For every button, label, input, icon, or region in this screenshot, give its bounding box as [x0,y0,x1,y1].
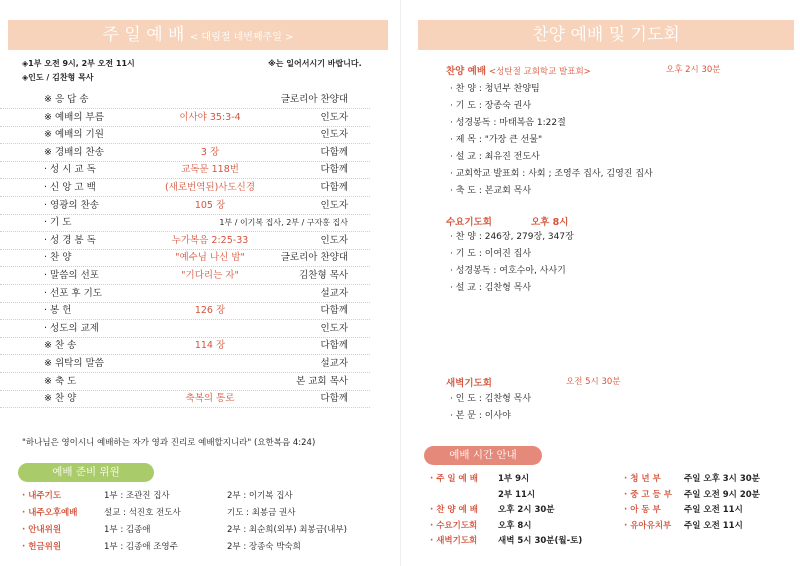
order-item-name: ※ 찬 송 [44,340,77,352]
order-row [0,390,370,408]
order-item-name: · 성 시 교 독 [44,164,96,176]
schedule-time: 오후 8시 [498,520,532,531]
order-item-leader: 설교자 [320,287,348,299]
order-row [0,320,370,338]
order-item-detail: 교독문 118번 [181,164,239,176]
committee-row [22,540,392,556]
order-row [0,249,370,267]
committee-first: 1부 : 김종애 [104,525,151,535]
order-item-name: · 기 도 [44,217,72,229]
stand-note: ※는 일어서시기 바랍니다. [268,59,362,68]
schedule-row [624,488,794,503]
verse-quote: "하나님은 영이시니 예배하는 자가 영과 진리로 예배할지니라" (요한복음 4:24) [22,438,316,448]
praise-time: 오후 2시 30분 [666,65,721,75]
dawn-time: 오전 5시 30분 [566,377,621,387]
praise-item: · 제 목 : "가장 큰 선물" [450,135,543,145]
order-item-name: ※ 찬 양 [44,393,77,405]
order-row [0,373,370,391]
order-item-detail: 114 장 [194,340,226,352]
schedule-name: · 주 일 예 배 [430,474,478,484]
service-time-info: ◈1부 오전 9시, 2부 오전 11시 [22,59,135,68]
order-item-name: ※ 경배의 찬송 [44,146,104,158]
order-item-leader: 인도자 [320,234,348,246]
order-row [0,285,370,303]
schedule-row [430,519,620,534]
order-row [0,126,370,144]
schedule-name: · 찬 양 예 배 [430,505,478,515]
order-of-worship [0,91,400,411]
schedule-time: 주일 오전 9시 20분 [684,489,760,500]
committee-second: 기도 : 최봉금 권사 [227,508,296,518]
order-item-detail: "예수님 나신 밤" [175,252,245,264]
praise-item: · 설 교 : 최유진 전도사 [450,152,540,162]
order-item-leader: 김찬형 목사 [299,270,348,281]
praise-item: · 교회학교 발표회 : 사회 ; 조영주 집사, 김영진 집사 [450,169,653,179]
committee-row [22,489,392,505]
order-item-leader: 다함께 [320,164,348,176]
order-item-name: · 성 경 봉 독 [44,234,96,246]
order-row [0,267,370,285]
schedule-time: 2부 11시 [498,489,536,500]
committee-title: 예배 준비 위원 [18,463,154,482]
schedule-name: · 청 년 부 [624,474,661,484]
committee-first: 1부 : 김종애 조영주 [104,542,178,552]
schedule-name: · 중 고 등 부 [624,489,672,500]
order-row [0,179,370,197]
committee-second: 2부 : 장종숙 박숙희 [227,542,301,552]
praise-item: · 기 도 : 장종숙 권사 [450,101,532,111]
committee-role: · 내주오후예배 [22,508,78,518]
wed-items [450,229,780,297]
wed-service-header [446,214,776,228]
committee-first: 설교 : 석진호 전도사 [104,508,181,518]
order-item-detail: 이사야 35:3-4 [179,111,241,123]
order-item-detail: 축복의 통로 [185,393,235,405]
wed-item: · 기 도 : 이여진 집사 [450,249,532,259]
schedule-row [430,503,620,518]
wed-time: 오후 8시 [531,217,569,228]
order-item-leader: 다함께 [320,393,348,405]
committee-row [22,506,392,522]
order-row [0,197,370,215]
order-item-leader: 다함께 [320,182,348,193]
order-item-detail: 105 장 [194,199,226,211]
schedule-row [430,534,620,549]
praise-item: · 축 도 : 본교회 목사 [450,186,532,196]
committee-role: · 안내위원 [22,525,62,535]
order-item-leader: 다함께 [320,305,348,317]
schedule-time: 주일 오후 3시 30분 [684,474,760,484]
order-item-name: · 봉 헌 [44,305,72,317]
schedule-row [430,488,620,503]
committee-role: · 내주기도 [22,491,62,501]
order-item-name: ※ 위탁의 말씀 [44,358,104,369]
schedule-row [624,503,794,518]
schedule-row [430,472,620,487]
schedule-name: · 새벽기도회 [430,536,478,546]
dawn-title: 새벽기도회 [446,378,492,389]
order-item-leader: 1부 / 이기복 집사, 2부 / 구자홍 집사 [219,218,348,228]
dawn-service-header [446,375,776,389]
committee-second: 2부 : 최순희(외부) 최봉금(내부) [227,525,347,535]
committee-role: · 헌금위원 [22,542,62,552]
schedule-name: · 유아유치부 [624,520,672,531]
leader-info: ◈인도 / 김찬형 목사 [22,73,94,82]
order-item-name: · 찬 양 [44,252,72,264]
committee-row [22,523,392,539]
schedule-name: · 수요기도회 [430,520,478,531]
order-item-name: ※ 예배의 부름 [44,111,104,123]
order-item-name: ※ 축 도 [44,375,77,387]
schedule-name: · 아 동 부 [624,505,661,515]
order-item-leader: 글로리아 찬양대 [280,252,348,264]
dawn-items [450,391,780,425]
order-row [0,337,370,355]
wed-item: · 성경봉독 : 여호수아, 사사기 [450,266,566,276]
order-item-leader: 다함께 [320,146,348,158]
order-row [0,144,370,162]
schedule-title: 예배 시간 안내 [424,446,542,465]
order-row [0,355,370,373]
order-item-name: · 말씀의 선포 [44,270,99,281]
order-item-leader: 인도자 [320,129,348,141]
schedule-time: 새벽 5시 30분(월-토) [498,536,583,546]
schedule-time: 주일 오전 11시 [684,520,743,531]
right-header [418,20,794,50]
order-item-leader: 본 교회 목사 [296,375,348,387]
praise-item: · 찬 양 : 청년부 찬양팀 [450,84,540,94]
schedule-row [624,519,794,534]
committee-second: 2부 : 이기복 집사 [227,491,293,501]
committee-first: 1부 : 조관진 집사 [104,491,170,501]
order-item-name: · 선포 후 기도 [44,287,102,299]
order-item-name: ※ 응 답 송 [44,94,89,105]
order-item-detail: 누가복음 2:25-33 [171,234,249,246]
order-item-detail: 126 장 [194,305,226,317]
praise-title: 찬양 예배 [446,66,487,77]
order-item-detail: (새로번역된)사도신경 [164,182,255,193]
dawn-item: · 본 문 : 이사야 [450,411,511,421]
schedule-time: 오후 2시 30분 [498,505,555,515]
left-header [8,20,388,50]
schedule-time: 주일 오전 11시 [684,505,743,515]
right-title: 찬양 예배 및 기도회 [532,25,680,45]
order-row [0,214,370,232]
schedule-row [624,472,794,487]
wed-item: · 설 교 : 김찬형 목사 [450,283,532,293]
left-title-sub: < 대림절 네번째주일 > [189,32,294,43]
order-item-leader: 인도자 [320,111,348,123]
order-item-name: ※ 예배의 기원 [44,129,104,141]
order-row [0,109,370,127]
page-divider [400,0,401,566]
wed-title: 수요기도회 [446,217,492,228]
order-row [0,161,370,179]
left-title: 주 일 예 배 [102,25,185,45]
dawn-item: · 인 도 : 김찬형 목사 [450,394,532,404]
order-row [0,302,370,320]
schedule-time: 1부 9시 [498,474,530,484]
order-item-leader: 인도자 [320,322,348,334]
praise-item: · 성경봉독 : 마태복음 1:22절 [450,118,566,128]
order-item-leader: 글로리아 찬양대 [280,94,348,105]
order-item-leader: 다함께 [320,340,348,352]
order-item-name: · 신 앙 고 백 [44,182,96,193]
order-item-leader: 설교자 [320,358,348,369]
praise-sub: <성탄절 교회학교 발표회> [489,67,591,77]
praise-items [450,81,780,200]
praise-service-header [446,63,776,77]
order-item-name: · 성도의 교제 [44,322,99,334]
order-item-detail: "기다리는 자" [181,270,239,281]
order-row [0,91,370,109]
order-row [0,232,370,250]
order-item-leader: 인도자 [320,199,348,211]
order-item-detail: 3 장 [200,146,220,158]
wed-item: · 찬 양 : 246장, 279장, 347장 [450,232,574,242]
order-item-name: · 영광의 찬송 [44,199,99,211]
